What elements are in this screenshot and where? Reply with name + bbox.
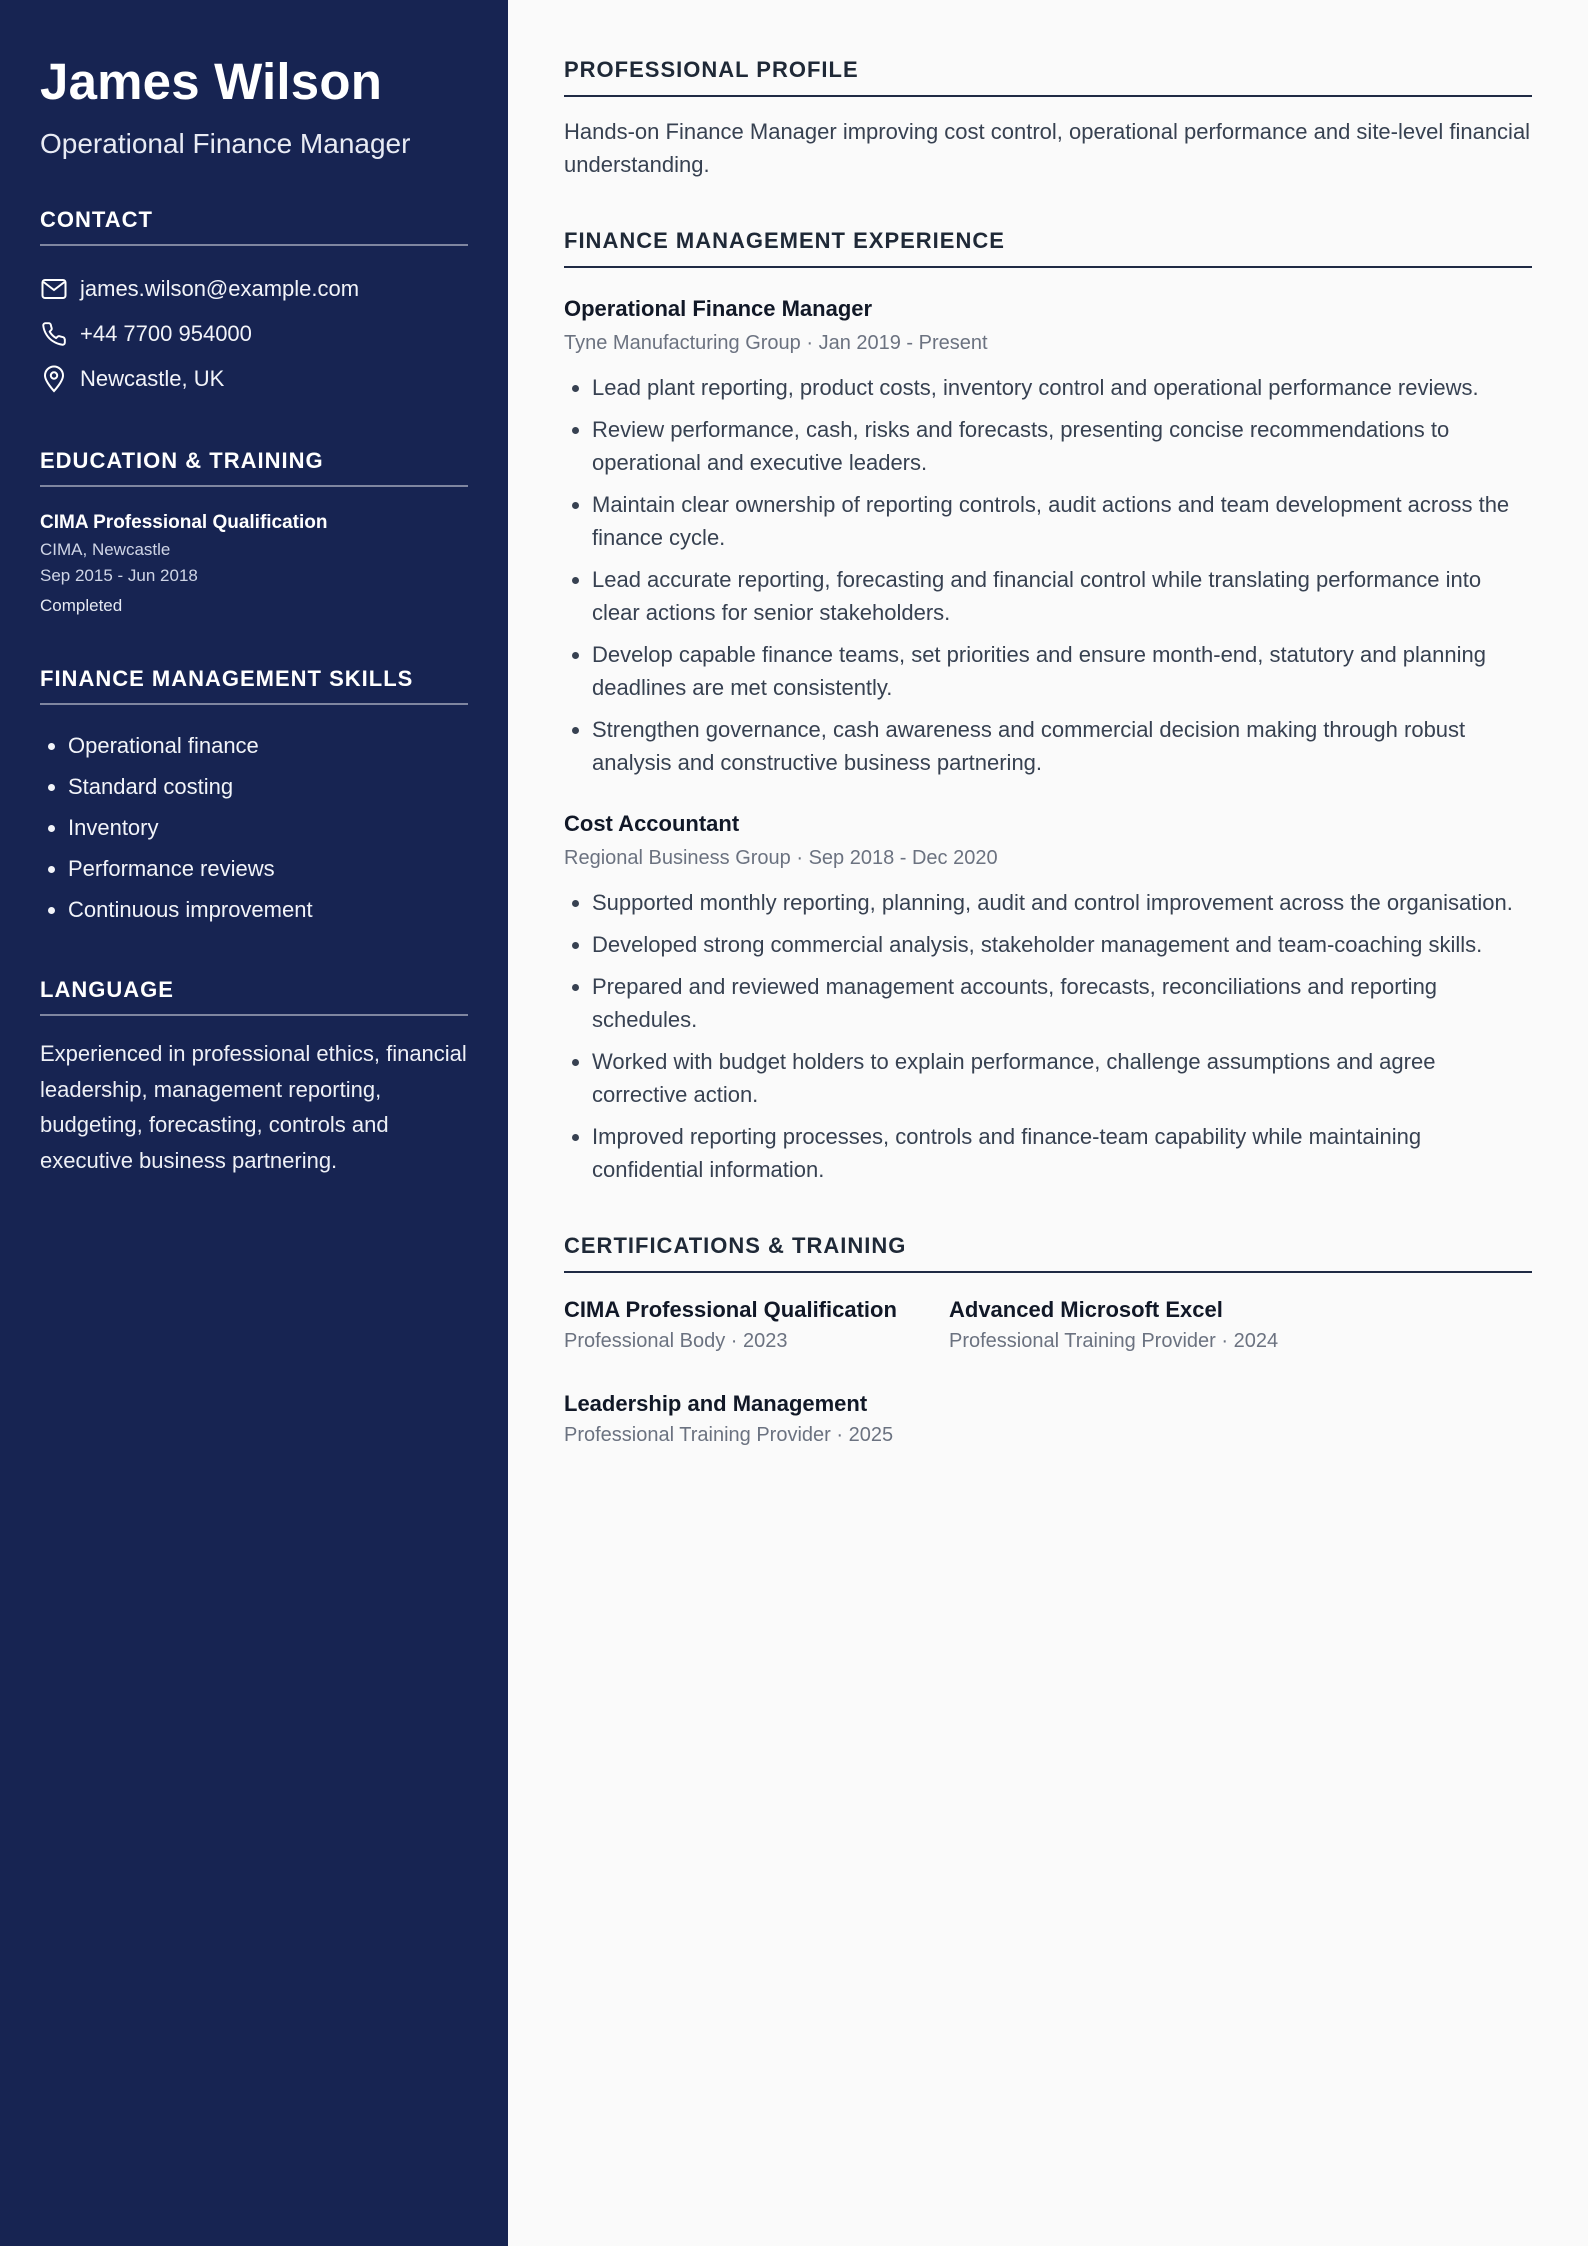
- certification-title: Leadership and Management: [564, 1391, 868, 1416]
- job-bullet: • Develop capable finance teams, set priorities and ensure month-end, statutory and planning deadlines are met consistently.: [592, 638, 1532, 704]
- education-dates: Sep 2015 - Jun 2018: [40, 566, 198, 585]
- mail-icon: [40, 275, 68, 303]
- skill-item: • Inventory: [68, 807, 468, 848]
- contact-heading: CONTACT: [40, 206, 468, 246]
- map-pin-icon: [40, 365, 68, 393]
- main-content: [508, 0, 1588, 2246]
- profile-section: [564, 56, 1532, 181]
- sidebar: [0, 0, 508, 2246]
- job-bullet: • Maintain clear ownership of reporting controls, audit actions and team development across the finance cycle.: [592, 488, 1532, 554]
- certification-item: [564, 1389, 949, 1449]
- education-item: [40, 509, 468, 619]
- skills-list: [40, 725, 468, 930]
- contact-list: [40, 266, 468, 401]
- skills-section: [40, 665, 468, 930]
- job-bullet: • Lead accurate reporting, forecasting and financial control while translating performance into clear actions for senior stakeholders.: [592, 563, 1532, 629]
- job-bullets: [564, 371, 1532, 779]
- certification-title: Advanced Microsoft Excel: [949, 1297, 1223, 1322]
- contact-section: [40, 206, 468, 401]
- skill-item: • Continuous improvement: [68, 889, 468, 930]
- profile-text: Hands-on Finance Manager improving cost control, operational performance and site-level financial understanding.: [564, 119, 1531, 177]
- job-bullet: • Worked with budget holders to explain performance, challenge assumptions and agree corrective action.: [592, 1045, 1532, 1111]
- job-title: Operational Finance Manager: [564, 296, 873, 321]
- education-section: [40, 447, 468, 619]
- job-title: Cost Accountant: [564, 811, 740, 836]
- job-meta: Tyne Manufacturing Group · Jan 2019 - Present: [564, 332, 988, 354]
- candidate-name: James Wilson: [40, 53, 383, 110]
- education-status: Completed: [40, 596, 123, 615]
- certifications-grid: [564, 1295, 1532, 1483]
- skills-heading: FINANCE MANAGEMENT SKILLS: [40, 665, 468, 705]
- certification-item: [564, 1295, 949, 1355]
- certification-title: CIMA Professional Qualification: [564, 1297, 897, 1322]
- phone-icon: [40, 320, 68, 348]
- job-bullet: • Strengthen governance, cash awareness and commercial decision making through robust analysis and constructive business partnering.: [592, 713, 1532, 779]
- job-bullet: • Review performance, cash, risks and forecasts, presenting concise recommendations to operational and executive leaders.: [592, 413, 1532, 479]
- education-institution: CIMA, Newcastle: [40, 540, 171, 559]
- education-name: CIMA Professional Qualification: [40, 512, 328, 533]
- language-section: [40, 976, 468, 1178]
- contact-phone[interactable]: [40, 311, 468, 356]
- job-bullet: • Lead plant reporting, product costs, inventory control and operational performance reviews.: [592, 371, 1532, 404]
- certification-item: [949, 1295, 1334, 1355]
- job-bullet: • Supported monthly reporting, planning, audit and control improvement across the organisation.: [592, 886, 1532, 919]
- certification-meta: Professional Training Provider · 2025: [564, 1424, 894, 1446]
- job-entry: [564, 294, 1532, 779]
- email-text: james.wilson@example.com: [80, 275, 360, 301]
- certifications-heading: CERTIFICATIONS & TRAINING: [564, 1232, 1532, 1273]
- job-entry: [564, 809, 1532, 1186]
- skill-item: • Operational finance: [68, 725, 468, 766]
- skill-item: • Performance reviews: [68, 848, 468, 889]
- language-text: Experienced in professional ethics, financial leadership, management reporting, budgeting, forecasting, controls and executive business partnering.: [40, 1041, 467, 1173]
- certification-meta: Professional Training Provider · 2024: [949, 1330, 1279, 1352]
- job-bullets: [564, 886, 1532, 1186]
- experience-section: [564, 227, 1532, 1186]
- job-bullet: • Improved reporting processes, controls and finance-team capability while maintaining confidential information.: [592, 1120, 1532, 1186]
- skill-item: • Standard costing: [68, 766, 468, 807]
- job-bullet: • Developed strong commercial analysis, stakeholder management and team-coaching skills.: [592, 928, 1532, 961]
- certifications-section: [564, 1232, 1532, 1483]
- profile-heading: PROFESSIONAL PROFILE: [564, 56, 1532, 97]
- job-meta: Regional Business Group · Sep 2018 - Dec 2020: [564, 847, 998, 869]
- certification-meta: Professional Body · 2023: [564, 1330, 788, 1352]
- location-text: Newcastle, UK: [80, 365, 225, 391]
- language-heading: LANGUAGE: [40, 976, 468, 1016]
- candidate-title: Operational Finance Manager: [40, 128, 411, 159]
- experience-heading: FINANCE MANAGEMENT EXPERIENCE: [564, 227, 1532, 268]
- job-bullet: • Prepared and reviewed management accounts, forecasts, reconciliations and reporting schedules.: [592, 970, 1532, 1036]
- education-heading: EDUCATION & TRAINING: [40, 447, 468, 487]
- contact-location: [40, 356, 468, 401]
- phone-text: +44 7700 954000: [80, 320, 252, 346]
- contact-email[interactable]: [40, 266, 468, 311]
